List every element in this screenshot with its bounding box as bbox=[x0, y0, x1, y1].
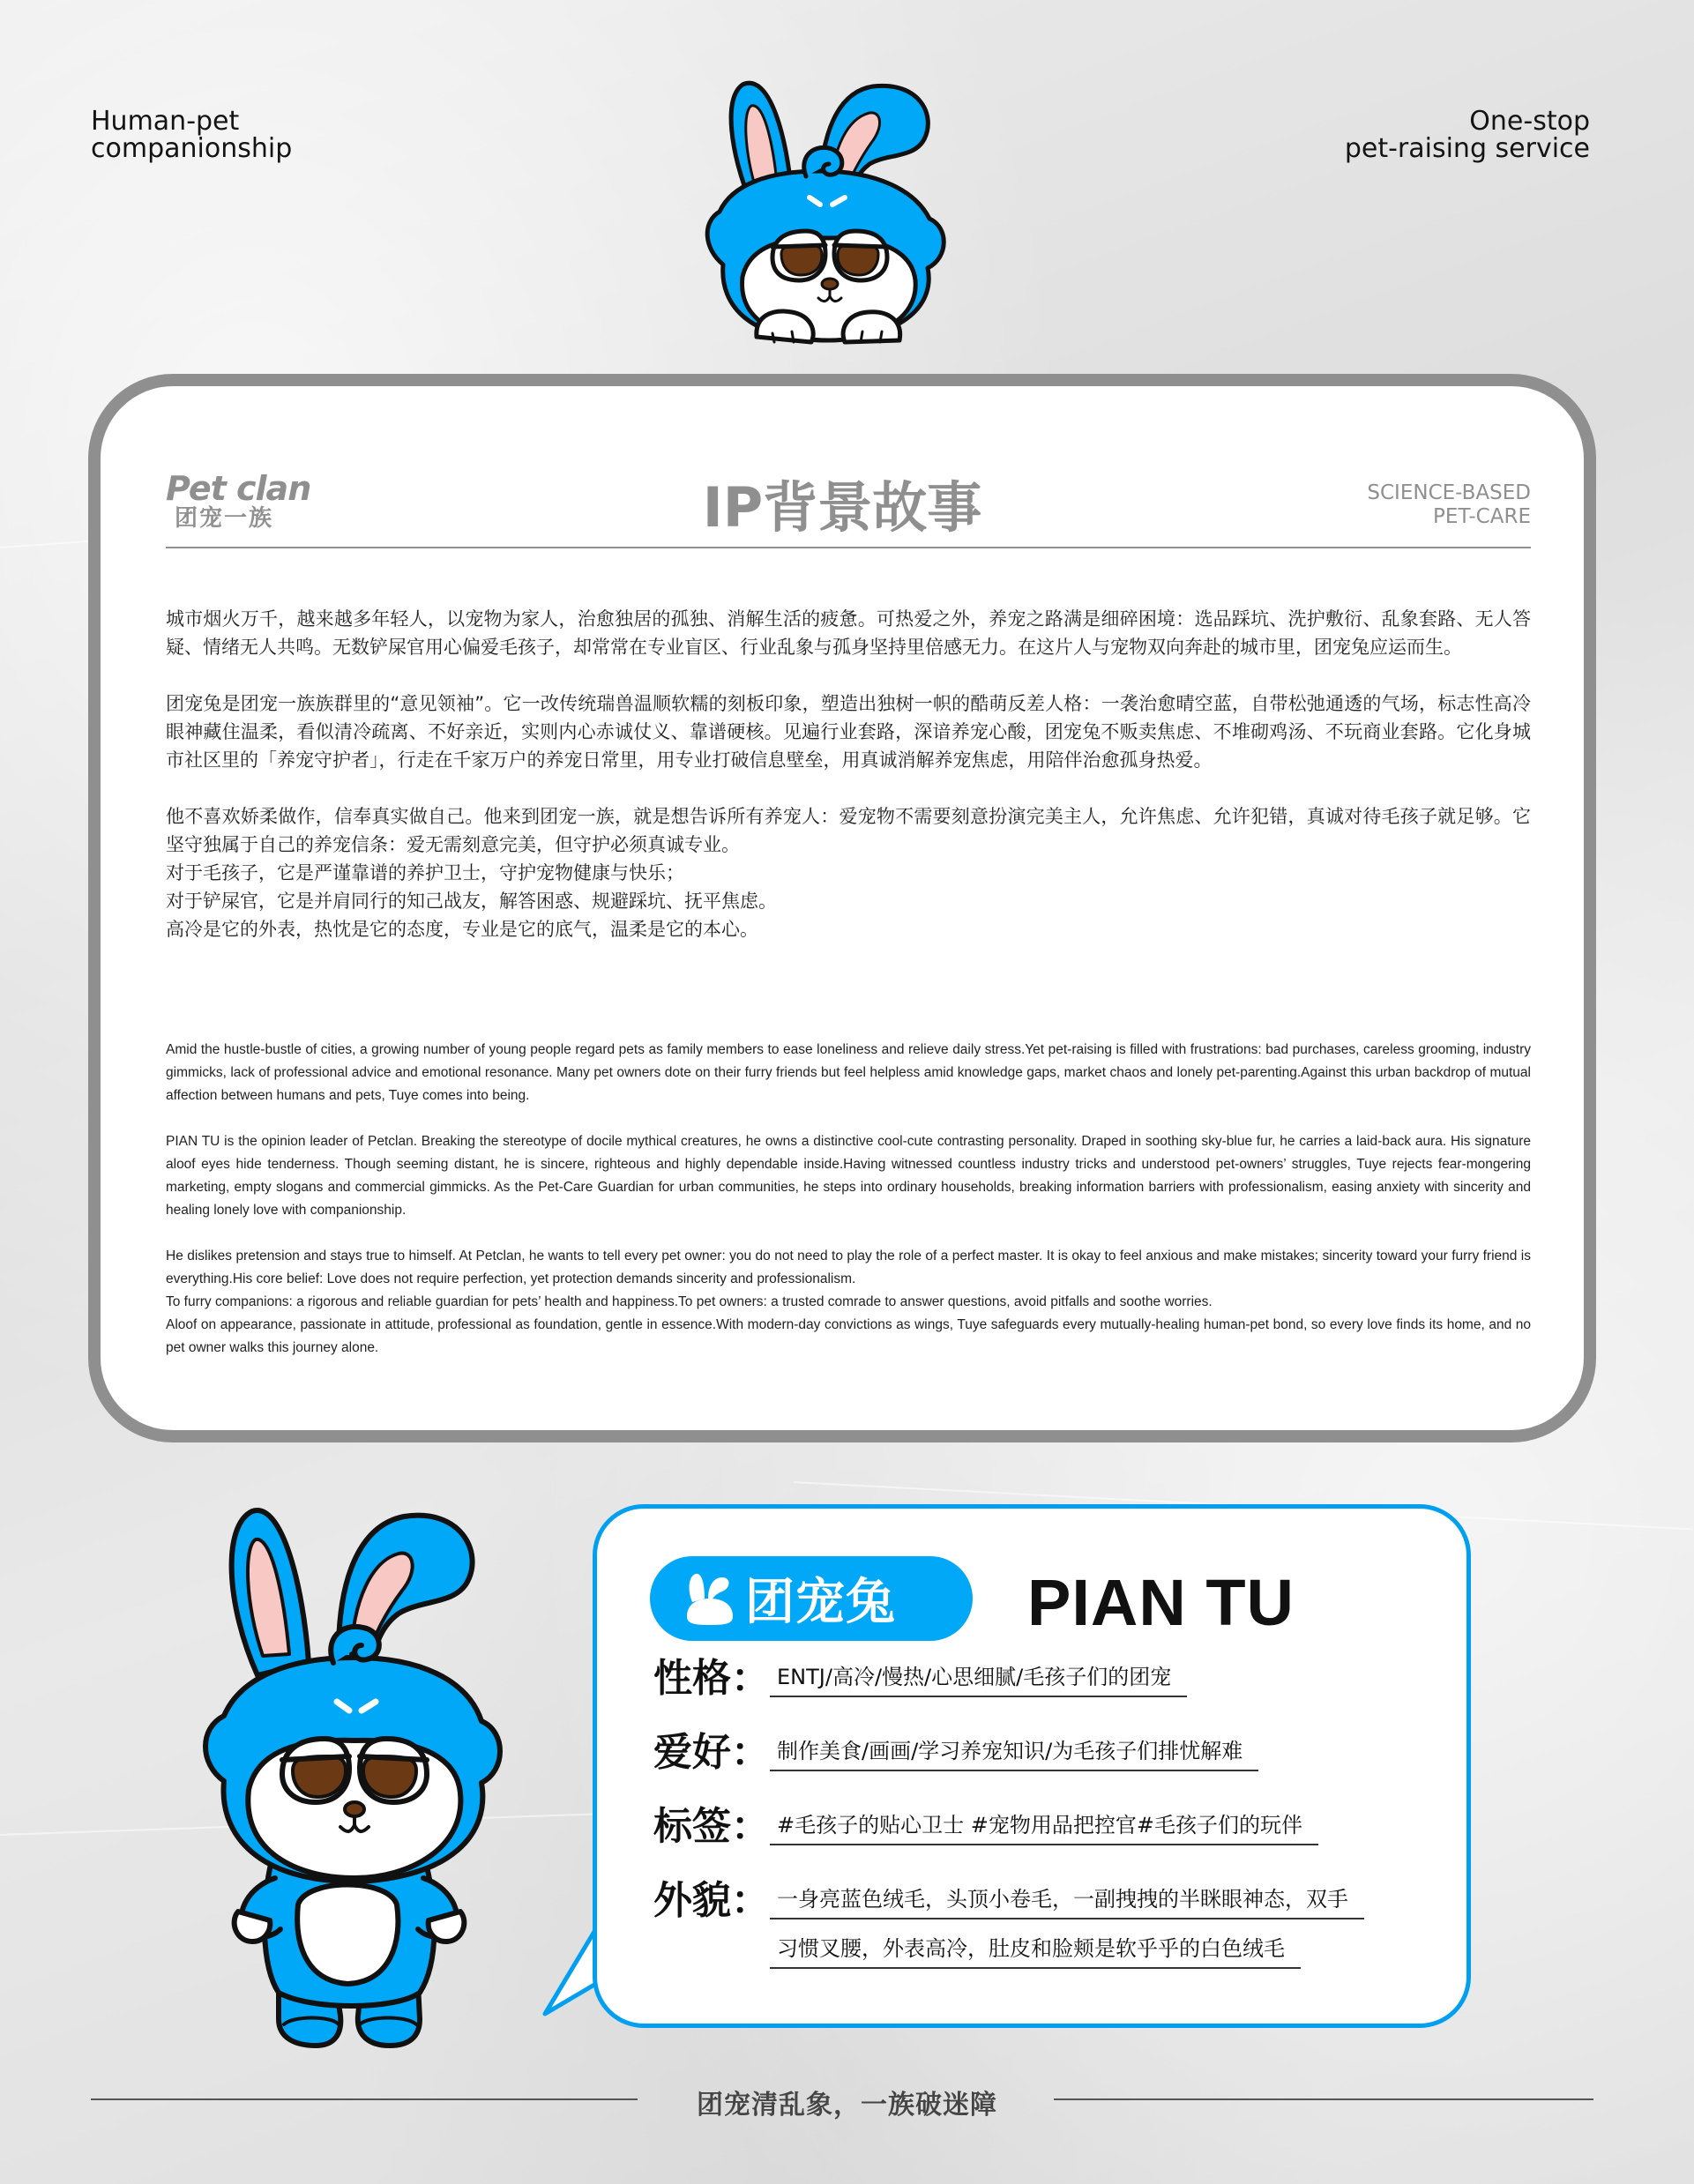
en-paragraph: To furry companions: a rigorous and reliable guardian for pets’ health and happiness.To pet owners: a trusted comrade to answer questions, avoid pitfalls and soothe worries. bbox=[166, 1294, 1213, 1309]
en-paragraph: Amid the hustle-bustle of cities, a growing number of young people regard pets as family members to ease loneliness and relieve daily stress.Yet pet-raising is filled with frustrations: bad purchases, careless grooming, industry gimmicks, lack of professional advice and emotional resonance. Many pet owners dote on their furry friends but feel helpless amid knowledge gaps, market chaos and lonely pet-parenting.Against this urban backdrop of mutual affection between humans and pets, Tuye comes into being. bbox=[166, 1042, 1531, 1103]
attr-value: ENTJ/高冷/慢热/心思细腻/毛孩子们的团宠 bbox=[770, 1655, 1187, 1697]
profile-card bbox=[593, 1504, 1471, 2028]
title-divider bbox=[166, 547, 1531, 548]
corner-left-line2: companionship bbox=[91, 133, 293, 164]
cn-paragraph: 对于铲屎官，它是并肩同行的知己战友，解答困惑、规避踩坑、抚平焦虑。 bbox=[166, 891, 777, 912]
rabbit-head-icon bbox=[683, 1572, 735, 1625]
attr-tags bbox=[653, 1803, 1318, 1851]
story-chinese-text bbox=[166, 605, 1531, 943]
attr-hobby bbox=[653, 1729, 1258, 1777]
rabbit-mascot-peeking-icon bbox=[688, 72, 979, 399]
corner-tagline-left bbox=[91, 108, 292, 162]
corner-right-line2: pet-raising service bbox=[1344, 133, 1590, 164]
footer-slogan: 团宠清乱象，一族破迷障 bbox=[697, 2090, 997, 2121]
name-english: PIAN TU bbox=[1027, 1566, 1295, 1639]
attr-personality bbox=[653, 1655, 1187, 1703]
attr-label: 标签： bbox=[653, 1804, 770, 1849]
cn-paragraph: 对于毛孩子，它是严谨靠谱的养护卫士，守护宠物健康与快乐； bbox=[166, 862, 684, 883]
name-badge bbox=[650, 1556, 973, 1641]
cn-paragraph: 高冷是它的外表，热忱是它的态度，专业是它的底气，温柔是它的本心。 bbox=[166, 919, 758, 940]
petclan-logo-en: Pet clan bbox=[166, 469, 311, 508]
attr-value: 一身亮蓝色绒毛，头顶小卷毛，一副拽拽的半眯眼神态，双手 bbox=[770, 1877, 1364, 1919]
corner-left-line1: Human-pet bbox=[91, 106, 240, 137]
cn-paragraph: 团宠兔是团宠一族族群里的“意见领袖”。它一改传统瑞兽温顺软糯的刻板印象，塑造出独树一帜的酷萌反差人格：一袭治愈晴空蓝，自带松弛通透的气场，标志性高冷眼神藏住温柔，看似清冷疏离、不好亲近，实则内心赤诚仗义、靠谱硬核。见遍行业套路，深谙养宠心酸，团宠兔不贩卖焦虑、不堆砌鸡汤、不玩商业套路。它化身城市社区里的「养宠守护者」，行走在千家万户的养宠日常里，用专业打破信息壁垒，用真诚消解养宠焦虑，用陪伴治愈孤身热爱。 bbox=[166, 693, 1531, 771]
attr-label: 外貌： bbox=[653, 1878, 770, 1923]
story-title: IP背景故事 bbox=[702, 475, 982, 540]
name-chinese: 团宠兔 bbox=[745, 1574, 896, 1631]
attr-value: 制作美食/画画/学习养宠知识/为毛孩子们排忧解难 bbox=[770, 1729, 1258, 1771]
corner-right-line1: One-stop bbox=[1469, 106, 1590, 137]
story-tag-line1: SCIENCE-BASED bbox=[1367, 481, 1531, 504]
en-paragraph: PIAN TU is the opinion leader of Petclan. Breaking the stereotype of docile mythical creatures, he owns a distinctive cool-cute contrasting personality. Draped in soothing sky-blue fur, he carries a laid-back aura. His signature aloof eyes hide tenderness. Though seeming distant, he is sincere, righteous and highly dependable inside.Having witnessed countless industry tricks and understood pet-owners’ struggles, Tuye rejects fear-mongering marketing, empty slogans and commercial gimmicks. As the Pet-Care Guardian for urban communities, he steps into ordinary households, breaking information barriers with professionalism, easing anxiety with sincerity and healing lonely love with companionship. bbox=[166, 1134, 1531, 1218]
story-tag-line2: PET-CARE bbox=[1433, 505, 1531, 528]
attr-value: #毛孩子的贴心卫士 #宠物用品把控官#毛孩子们的玩伴 bbox=[770, 1803, 1318, 1845]
attr-label: 性格： bbox=[653, 1656, 770, 1701]
rabbit-mascot-standing-icon bbox=[187, 1490, 522, 2054]
petclan-logo-cn: 团宠一族 bbox=[175, 505, 274, 532]
cn-paragraph: 城市烟火万千，越来越多年轻人，以宠物为家人，治愈独居的孤独、消解生活的疲惫。可热爱之外，养宠之路满是细碎困境：选品踩坑、洗护敷衍、乱象套路、无人答疑、情绪无人共鸣。无数铲屎官用心偏爱毛孩子，却常常在专业盲区、行业乱象与孤身坚持里倍感无力。在这片人与宠物双向奔赴的城市里，团宠兔应运而生。 bbox=[166, 608, 1531, 658]
cn-paragraph: 他不喜欢娇柔做作，信奉真实做自己。他来到团宠一族，就是想告诉所有养宠人：爱宠物不需要刻意扮演完美主人，允许焦虑、允许犯错，真诚对待毛孩子就足够。它坚守独属于自己的养宠信条：爱无需刻意完美，但守护必须真诚专业。 bbox=[166, 806, 1531, 855]
corner-tagline-right bbox=[1345, 108, 1590, 162]
en-paragraph: Aloof on appearance, passionate in attitude, professional as foundation, gentle in essence.With modern-day convictions as wings, Tuye safeguards every mutually-healing human-pet bond, so every love finds its home, and no pet owner walks this journey alone. bbox=[166, 1317, 1531, 1355]
attr-value: 习惯叉腰，外表高冷，肚皮和脸颊是软乎乎的白色绒毛 bbox=[770, 1927, 1301, 1969]
story-english-text bbox=[166, 1039, 1531, 1360]
story-tag bbox=[1367, 481, 1531, 529]
attr-label: 爱好： bbox=[653, 1730, 770, 1775]
en-paragraph: He dislikes pretension and stays true to himself. At Petclan, he wants to tell every pet owner: you do not need to play the role of a perfect master. It is okay to feel anxious and make mistakes; sincerity toward your furry friend is everything.His core belief: Love does not require perfection, yet protection demands sincerity and professionalism. bbox=[166, 1249, 1531, 1286]
attr-appearance bbox=[653, 1877, 1364, 1969]
story-card bbox=[88, 374, 1596, 1442]
